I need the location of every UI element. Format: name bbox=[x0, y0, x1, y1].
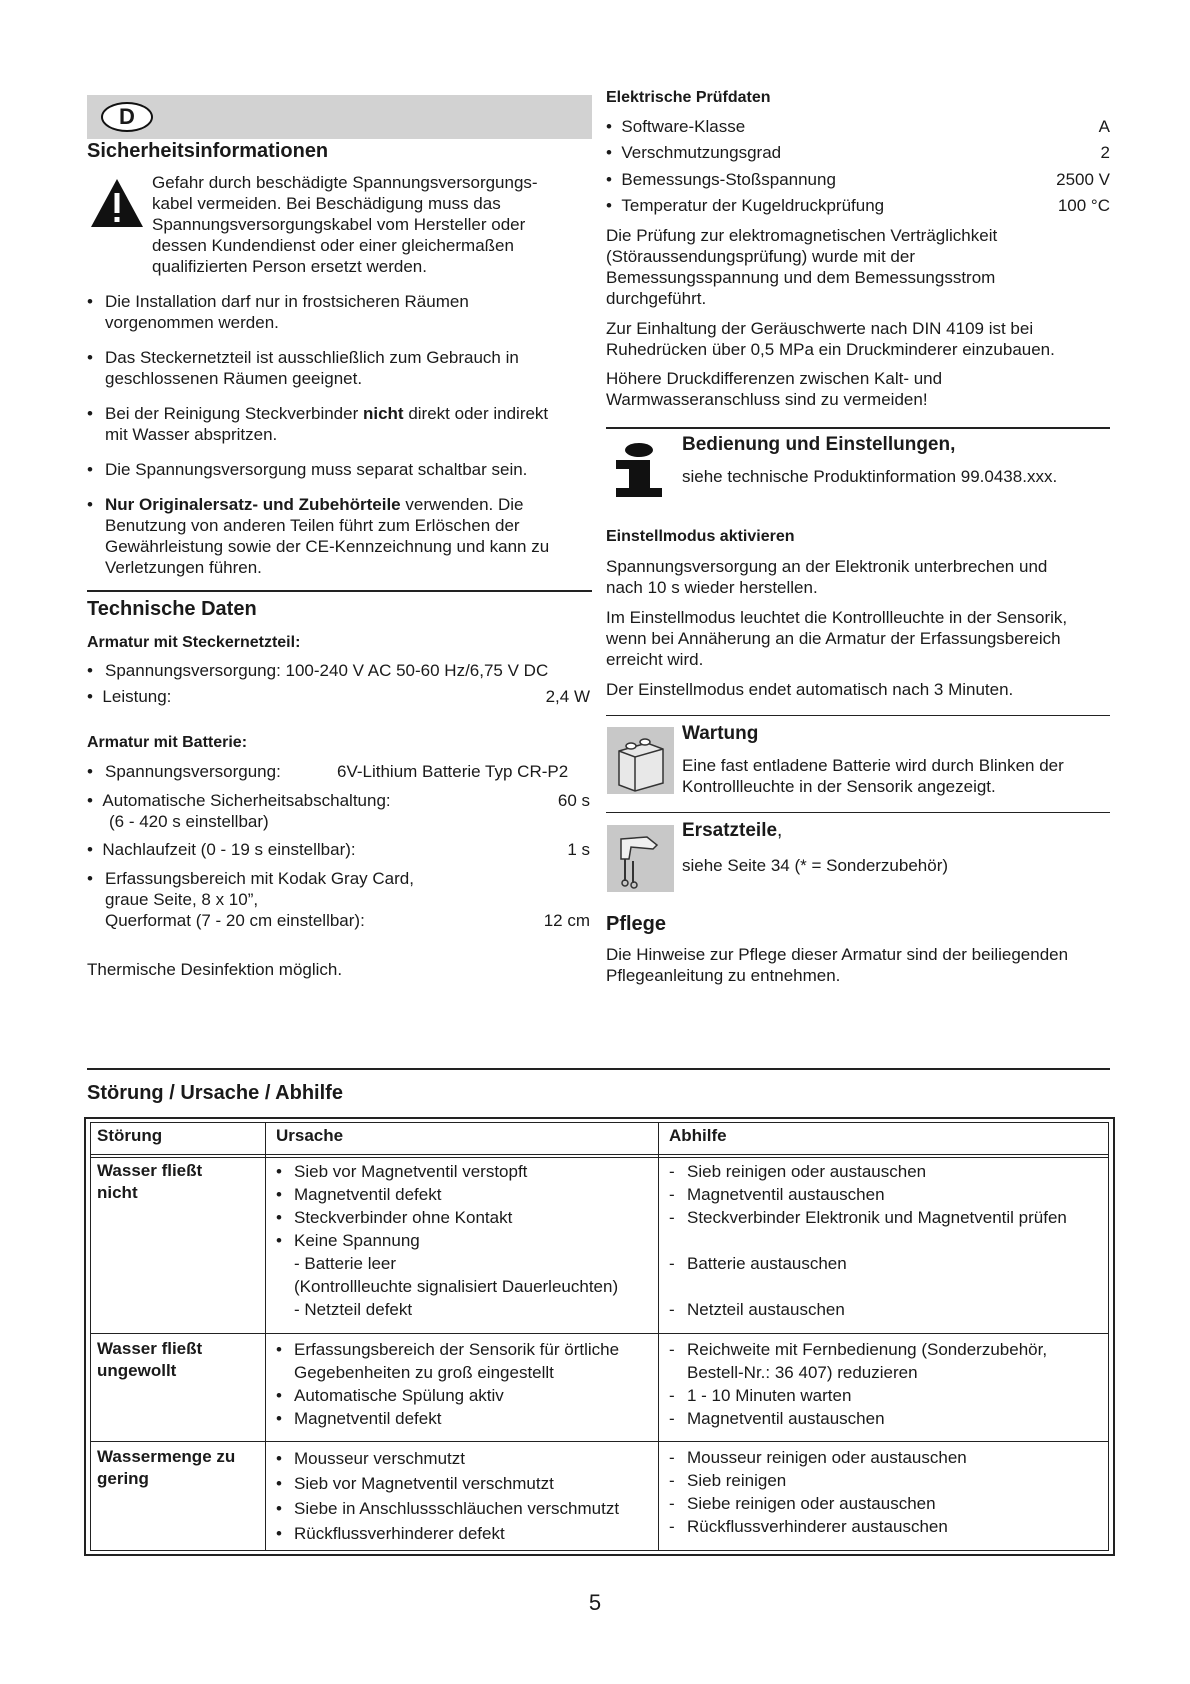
tech-auto-shutoff: • Automatische Sicherheitsabschaltung: 60 s bbox=[87, 791, 590, 810]
elec-paragraph-noise: Zur Einhaltung der Geräuschwerte nach DIN 4109 ist bei Ruhedrücken über 0,5 MPa ein Druckminderer einzubauen. bbox=[606, 319, 1055, 359]
table-row-ursache: • Erfassungsbereich der Sensorik für örtliche Gegebenheiten zu groß eingestellt • Automatische Spülung aktiv • Magnetventil defekt bbox=[276, 1340, 620, 1428]
header-separator bbox=[90, 1154, 1109, 1155]
elec-item: • Software-Klasse A bbox=[606, 117, 1110, 136]
divider bbox=[606, 812, 1110, 813]
divider bbox=[87, 590, 592, 592]
header-abhilfe: Abhilfe bbox=[669, 1126, 727, 1145]
elec-item: • Verschmutzungsgrad 2 bbox=[606, 143, 1110, 162]
table-row-stoerung: Wasser fließt ungewollt bbox=[97, 1339, 203, 1380]
elec-paragraph-pressure: Höhere Druckdifferenzen zwischen Kalt- und Warmwasseranschluss sind zu vermeiden! bbox=[606, 369, 943, 409]
table-row-stoerung: Wassermenge zu gering bbox=[97, 1447, 236, 1488]
table-row-ursache: • Mousseur verschmutzt • Sieb vor Magnetventil verschmutzt • Siebe in Anschlussschläuchen verschmutzt • Rückflussverhinderer defekt bbox=[276, 1449, 620, 1543]
tech-title: Technische Daten bbox=[87, 598, 257, 620]
wartung-text: Eine fast entladene Batterie wird durch Blinken der Kontrollleuchte in der Sensorik angezeigt. bbox=[682, 756, 1064, 796]
pflege-text: Die Hinweise zur Pflege dieser Armatur sind der beiliegenden Pflegeanleitung zu entnehmen. bbox=[606, 945, 1069, 985]
bedienung-text: siehe technische Produktinformation 99.0438.xxx. bbox=[682, 467, 1058, 486]
tech-runtime: • Nachlaufzeit (0 - 19 s einstellbar): 1 s bbox=[87, 840, 590, 859]
table-row-abhilfe: - Mousseur reinigen oder austauschen - Sieb reinigen - Siebe reinigen oder austauschen - Rückflussverhinderer austauschen bbox=[669, 1448, 967, 1536]
tech-performance: • Leistung: 2,4 W bbox=[87, 687, 590, 706]
table-row-abhilfe: - Sieb reinigen oder austauschen - Magnetventil austauschen - Steckverbinder Elektronik und Magnetventil prüfen - Batterie austauschen - Netzteil austauschen bbox=[669, 1162, 1067, 1319]
safety-title: Sicherheitsinformationen bbox=[87, 140, 329, 162]
elec-item: • Temperatur der Kugeldruckprüfung 100 °C bbox=[606, 196, 1110, 215]
language-badge: D bbox=[101, 102, 153, 132]
header-ursache: Ursache bbox=[276, 1126, 344, 1145]
column-separator bbox=[658, 1122, 659, 1551]
column-separator bbox=[265, 1122, 266, 1551]
info-icon bbox=[612, 443, 666, 499]
table-row-ursache: • Sieb vor Magnetventil verstopft • Magnetventil defekt • Steckverbinder ohne Kontakt • Keine Spannung - Batterie leer (Kontrollleuchte signalisiert Dauerleuchten) - Netzteil defekt bbox=[276, 1162, 619, 1319]
language-bar bbox=[87, 95, 592, 139]
header-stoerung: Störung bbox=[97, 1126, 163, 1145]
bedienung-title: Bedienung und Einstellungen, bbox=[682, 434, 956, 455]
einstell-paragraph-1: Spannungsversorgung an der Elektronik unterbrechen und nach 10 s wieder herstellen. bbox=[606, 557, 1048, 597]
tech-thermal: Thermische Desinfektion möglich. bbox=[87, 960, 343, 979]
trouble-title: Störung / Ursache / Abhilfe bbox=[87, 1082, 343, 1104]
pflege-title: Pflege bbox=[606, 913, 667, 935]
elec-item: • Bemessungs-Stoßspannung 2500 V bbox=[606, 170, 1110, 189]
table-row-stoerung: Wasser fließt nicht bbox=[97, 1161, 203, 1202]
ersatz-title: Ersatzteile, bbox=[682, 820, 783, 841]
ersatz-text: siehe Seite 34 (* = Sonderzubehör) bbox=[682, 856, 949, 875]
tech-subtitle-battery: Armatur mit Batterie: bbox=[87, 734, 248, 751]
divider bbox=[606, 715, 1110, 716]
divider bbox=[606, 427, 1110, 429]
warning-icon bbox=[89, 177, 145, 229]
tech-auto-shutoff-range: (6 - 420 s einstellbar) bbox=[109, 812, 269, 831]
header-separator bbox=[90, 1157, 1109, 1158]
einstell-title: Einstellmodus aktivieren bbox=[606, 528, 795, 545]
einstell-paragraph-2: Im Einstellmodus leuchtet die Kontrollleuchte in der Sensorik, wenn bei Annäherung an die Armatur der Erfassungsbereich erreicht wird. bbox=[606, 608, 1068, 669]
row-separator bbox=[90, 1333, 1109, 1334]
spare-parts-icon bbox=[607, 825, 674, 892]
elec-title: Elektrische Prüfdaten bbox=[606, 89, 771, 106]
einstell-paragraph-3: Der Einstellmodus endet automatisch nach 3 Minuten. bbox=[606, 680, 1014, 699]
elec-paragraph-emc: Die Prüfung zur elektromagnetischen Verträglichkeit (Störaussendungsprüfung) wurde mit der Bemessungsspannung und dem Bemessungsstrom durchgeführt. bbox=[606, 226, 998, 308]
warning-text: Gefahr durch beschädigte Spannungsversorgungs- kabel vermeiden. Bei Beschädigung muss das Spannungsversorgungskabel vom Hersteller oder dessen Kundendienst oder einer gleichermaßen qualifizierten Person ersetzt werden. bbox=[152, 173, 538, 276]
battery-icon bbox=[607, 727, 674, 794]
divider bbox=[87, 1068, 1110, 1070]
tech-subtitle-plug: Armatur mit Steckernetzteil: bbox=[87, 634, 301, 651]
page-number: 5 bbox=[588, 1590, 602, 1615]
row-separator bbox=[90, 1441, 1109, 1442]
table-row-abhilfe: - Reichweite mit Fernbedienung (Sonderzubehör, Bestell-Nr.: 36 407) reduzieren - 1 - 10 Minuten warten - Magnetventil austauschen bbox=[669, 1340, 1048, 1428]
wartung-title: Wartung bbox=[682, 723, 759, 744]
